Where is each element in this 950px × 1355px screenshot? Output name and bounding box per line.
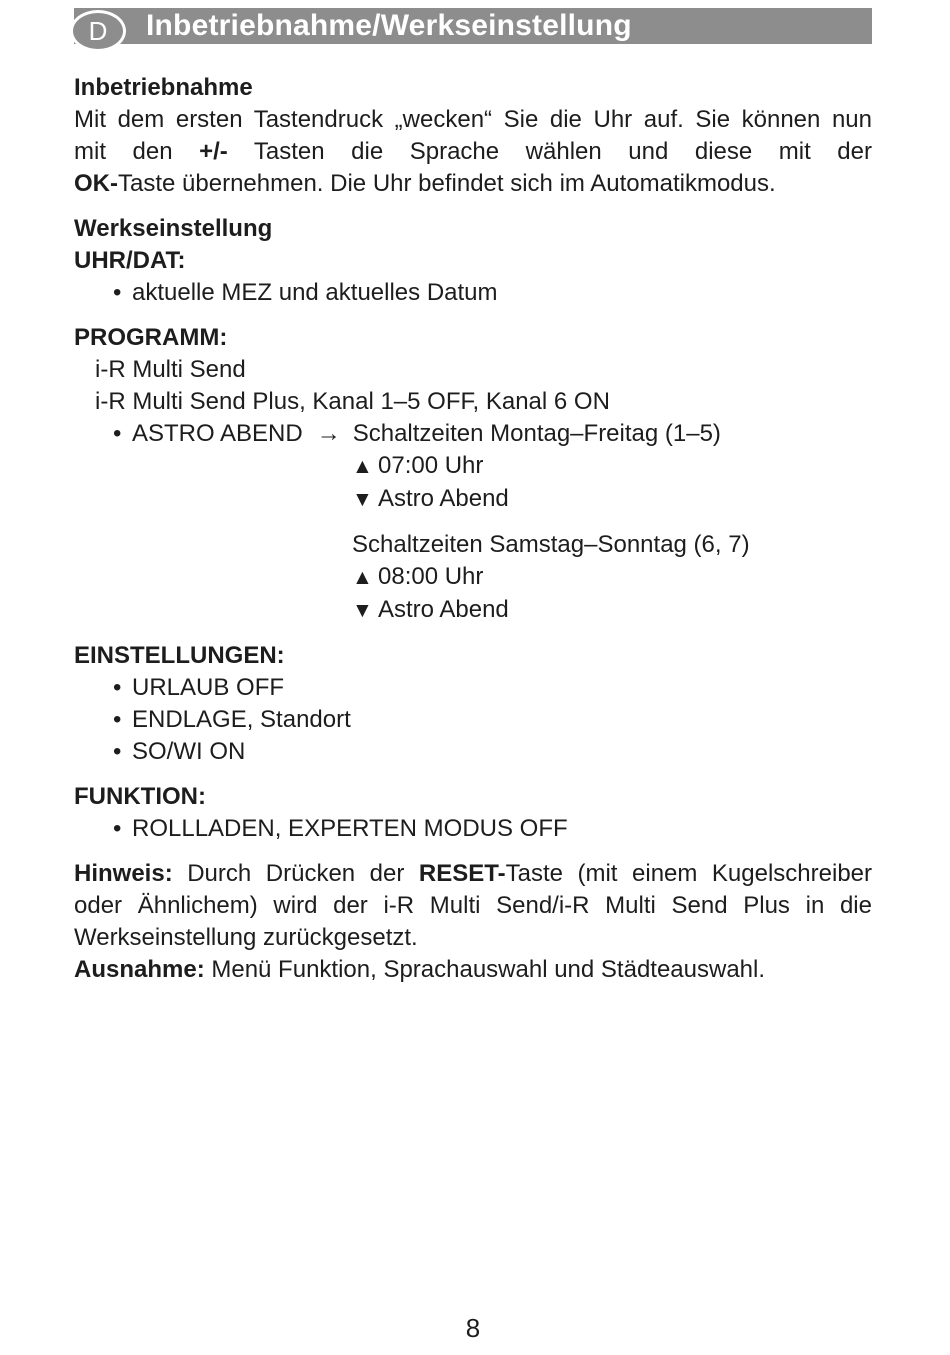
list-item [113,672,872,704]
list-item-astro-abend [113,418,872,450]
bullet-icon: • [113,706,122,733]
triangle-up-icon: ▲ [352,455,373,478]
heading-funktion: FUNKTION: [74,783,206,810]
note-line: oder Ähnlichem) wird der i-R Multi Send/i-R Multi Send Plus in die [74,892,872,919]
section-programm [74,322,872,516]
switch-time-up-value: 07:00 Uhr [378,452,484,479]
list-item-text: SO/WI ON [132,738,246,765]
paragraph-line: mit den +/- Tasten die Sprache wählen und diese mit der [74,138,872,165]
section-hinweis [74,858,872,986]
switch-time-down [352,594,872,627]
switch-time-up-value: 08:00 Uhr [378,563,484,590]
heading-werkseinstellung: Werkseinstellung [74,215,273,242]
section-programm-weekend [74,529,872,627]
list-item-text: aktuelle MEZ und aktuelles Datum [132,279,498,306]
section-werkseinstellung [74,213,872,309]
switch-time-down-value: Astro Abend [378,596,509,623]
triangle-down-icon: ▼ [352,599,373,622]
language-badge-letter: D [88,15,108,46]
switch-time-up [352,450,872,483]
page-footer [74,1312,872,1355]
note-line: Werkseinstellung zurückgesetzt. [74,924,418,951]
language-badge [70,10,126,52]
heading-programm: PROGRAMM: [74,324,228,351]
bullet-icon: • [113,420,122,447]
list-item [113,736,872,768]
triangle-up-icon: ▲ [352,566,373,589]
bullet-icon: • [113,674,122,701]
arrow-right-icon: → [316,420,341,447]
list-item-text: ENDLAGE, Standort [132,706,351,733]
bullet-icon: • [113,279,122,306]
page-number: 8 [465,1313,481,1343]
paragraph-line: OK-Taste übernehmen. Die Uhr befindet sich im Automatikmodus. [74,170,776,197]
paragraph-line: Mit dem ersten Tastendruck „wecken“ Sie die Uhr auf. Sie können nun [74,106,872,133]
triangle-down-icon: ▼ [352,488,373,511]
section-einstellungen [74,640,872,768]
note-line: Hinweis: Durch Drücken der RESET-Taste (mit einem Kugelschreiber [74,860,873,887]
page-title: Inbetriebnahme/Werkseinstellung [146,9,632,42]
section-inbetriebnahme [74,72,872,200]
heading-einstellungen: EINSTELLUNGEN: [74,642,285,669]
weekday-title: Schaltzeiten Montag–Freitag (1–5) [352,420,721,447]
list-item [113,277,872,309]
list-item [113,704,872,736]
switch-time-down [352,483,872,516]
chapter-header [74,8,872,44]
list-item-text: ROLLLADEN, EXPERTEN MODUS OFF [132,815,568,842]
bullet-icon: • [113,738,122,765]
heading-uhr-dat: UHR/DAT: [74,247,186,274]
list-item-text: URLAUB OFF [132,674,285,701]
heading-inbetriebnahme: Inbetriebnahme [74,74,253,101]
section-funktion [74,781,872,845]
list-item [113,813,872,845]
switch-time-down-value: Astro Abend [378,485,509,512]
model-line: i-R Multi Send Plus, Kanal 1–5 OFF, Kanal 6 ON [95,388,610,415]
weekend-title: Schaltzeiten Samstag–Sonntag (6, 7) [352,531,750,558]
note-ausnahme-line: Ausnahme: Menü Funktion, Sprachauswahl und Städteauswahl. [74,956,766,983]
astro-abend-label: ASTRO ABEND [132,420,303,447]
switch-time-up [352,561,872,594]
bullet-icon: • [113,815,122,842]
page-body [74,72,872,986]
model-line: i-R Multi Send [95,356,246,383]
